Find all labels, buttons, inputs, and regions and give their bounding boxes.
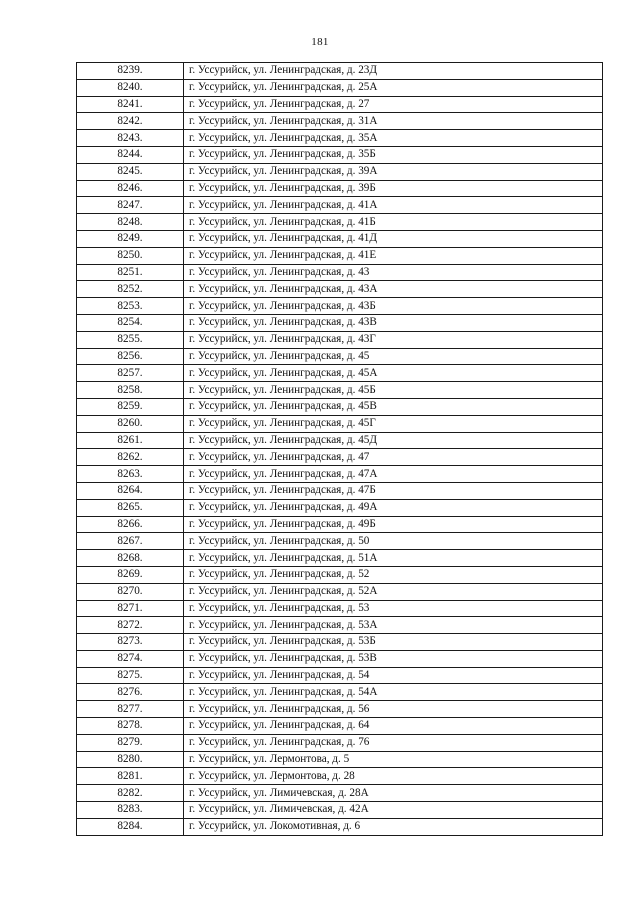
row-number-cell: 8260. [77, 415, 184, 432]
table-row [77, 566, 603, 583]
address-cell: г. Уссурийск, ул. Ленинградская, д. 25А [184, 79, 603, 96]
table-row [77, 432, 603, 449]
table-row [77, 499, 603, 516]
table-row [77, 466, 603, 483]
table-row [77, 365, 603, 382]
row-number-cell: 8282. [77, 785, 184, 802]
table-row [77, 130, 603, 147]
address-table-body [77, 63, 603, 836]
table-row [77, 751, 603, 768]
address-cell: г. Уссурийск, ул. Ленинградская, д. 52А [184, 583, 603, 600]
table-row [77, 96, 603, 113]
address-cell: г. Уссурийск, ул. Ленинградская, д. 45Г [184, 415, 603, 432]
table-row [77, 197, 603, 214]
row-number-cell: 8251. [77, 264, 184, 281]
row-number-cell: 8284. [77, 818, 184, 835]
address-cell: г. Уссурийск, ул. Ленинградская, д. 41А [184, 197, 603, 214]
row-number-cell: 8264. [77, 482, 184, 499]
row-number-cell: 8277. [77, 701, 184, 718]
table-row [77, 298, 603, 315]
row-number-cell: 8243. [77, 130, 184, 147]
row-number-cell: 8281. [77, 768, 184, 785]
row-number-cell: 8241. [77, 96, 184, 113]
address-cell: г. Уссурийск, ул. Ленинградская, д. 47А [184, 466, 603, 483]
row-number-cell: 8258. [77, 382, 184, 399]
table-row [77, 768, 603, 785]
row-number-cell: 8244. [77, 146, 184, 163]
table-row [77, 617, 603, 634]
address-cell: г. Уссурийск, ул. Ленинградская, д. 43 [184, 264, 603, 281]
address-cell: г. Уссурийск, ул. Ленинградская, д. 76 [184, 734, 603, 751]
address-cell: г. Уссурийск, ул. Ленинградская, д. 41Б [184, 214, 603, 231]
address-cell: г. Уссурийск, ул. Ленинградская, д. 64 [184, 718, 603, 735]
table-row [77, 214, 603, 231]
table-row [77, 79, 603, 96]
table-row [77, 146, 603, 163]
row-number-cell: 8247. [77, 197, 184, 214]
table-row [77, 415, 603, 432]
row-number-cell: 8253. [77, 298, 184, 315]
address-cell: г. Уссурийск, ул. Лермонтова, д. 28 [184, 768, 603, 785]
address-cell: г. Уссурийск, ул. Ленинградская, д. 47 [184, 449, 603, 466]
table-row [77, 667, 603, 684]
table-row [77, 382, 603, 399]
address-cell: г. Уссурийск, ул. Ленинградская, д. 56 [184, 701, 603, 718]
row-number-cell: 8252. [77, 281, 184, 298]
address-cell: г. Уссурийск, ул. Ленинградская, д. 50 [184, 533, 603, 550]
table-row [77, 63, 603, 80]
table-row [77, 163, 603, 180]
address-cell: г. Уссурийск, ул. Ленинградская, д. 45Б [184, 382, 603, 399]
table-row [77, 583, 603, 600]
row-number-cell: 8275. [77, 667, 184, 684]
row-number-cell: 8272. [77, 617, 184, 634]
address-cell: г. Уссурийск, ул. Лимичевская, д. 28А [184, 785, 603, 802]
table-row [77, 247, 603, 264]
row-number-cell: 8276. [77, 684, 184, 701]
row-number-cell: 8268. [77, 550, 184, 567]
address-cell: г. Уссурийск, ул. Ленинградская, д. 41Е [184, 247, 603, 264]
table-row [77, 314, 603, 331]
address-cell: г. Уссурийск, ул. Ленинградская, д. 43В [184, 314, 603, 331]
address-cell: г. Уссурийск, ул. Ленинградская, д. 45 [184, 348, 603, 365]
address-cell: г. Уссурийск, ул. Ленинградская, д. 27 [184, 96, 603, 113]
address-cell: г. Уссурийск, ул. Ленинградская, д. 41Д [184, 230, 603, 247]
row-number-cell: 8283. [77, 802, 184, 819]
row-number-cell: 8254. [77, 314, 184, 331]
address-cell: г. Уссурийск, ул. Ленинградская, д. 54А [184, 684, 603, 701]
address-cell: г. Уссурийск, ул. Ленинградская, д. 39А [184, 163, 603, 180]
table-row [77, 180, 603, 197]
address-cell: г. Уссурийск, ул. Ленинградская, д. 39Б [184, 180, 603, 197]
address-cell: г. Уссурийск, ул. Ленинградская, д. 49Б [184, 516, 603, 533]
address-cell: г. Уссурийск, ул. Ленинградская, д. 52 [184, 566, 603, 583]
address-cell: г. Уссурийск, ул. Ленинградская, д. 47Б [184, 482, 603, 499]
table-row [77, 482, 603, 499]
table-row [77, 600, 603, 617]
row-number-cell: 8240. [77, 79, 184, 96]
address-cell: г. Уссурийск, ул. Ленинградская, д. 45Д [184, 432, 603, 449]
table-row [77, 684, 603, 701]
table-row [77, 533, 603, 550]
table-row [77, 550, 603, 567]
table-row [77, 701, 603, 718]
row-number-cell: 8267. [77, 533, 184, 550]
table-row [77, 718, 603, 735]
address-cell: г. Уссурийск, ул. Ленинградская, д. 54 [184, 667, 603, 684]
row-number-cell: 8263. [77, 466, 184, 483]
address-cell: г. Уссурийск, ул. Ленинградская, д. 51А [184, 550, 603, 567]
row-number-cell: 8250. [77, 247, 184, 264]
row-number-cell: 8248. [77, 214, 184, 231]
row-number-cell: 8256. [77, 348, 184, 365]
address-table [76, 62, 603, 836]
address-cell: г. Уссурийск, ул. Ленинградская, д. 45А [184, 365, 603, 382]
address-cell: г. Уссурийск, ул. Ленинградская, д. 23Д [184, 63, 603, 80]
address-cell: г. Уссурийск, ул. Ленинградская, д. 49А [184, 499, 603, 516]
row-number-cell: 8261. [77, 432, 184, 449]
address-cell: г. Уссурийск, ул. Лермонтова, д. 5 [184, 751, 603, 768]
table-row [77, 281, 603, 298]
address-cell: г. Уссурийск, ул. Ленинградская, д. 53В [184, 650, 603, 667]
address-cell: г. Уссурийск, ул. Ленинградская, д. 31А [184, 113, 603, 130]
table-row [77, 449, 603, 466]
address-cell: г. Уссурийск, ул. Ленинградская, д. 45В [184, 398, 603, 415]
table-row [77, 650, 603, 667]
row-number-cell: 8278. [77, 718, 184, 735]
row-number-cell: 8239. [77, 63, 184, 80]
row-number-cell: 8257. [77, 365, 184, 382]
address-cell: г. Уссурийск, ул. Ленинградская, д. 43Б [184, 298, 603, 315]
row-number-cell: 8259. [77, 398, 184, 415]
row-number-cell: 8262. [77, 449, 184, 466]
address-cell: г. Уссурийск, ул. Ленинградская, д. 53 [184, 600, 603, 617]
row-number-cell: 8246. [77, 180, 184, 197]
table-row [77, 230, 603, 247]
table-row [77, 785, 603, 802]
row-number-cell: 8279. [77, 734, 184, 751]
row-number-cell: 8280. [77, 751, 184, 768]
row-number-cell: 8273. [77, 634, 184, 651]
address-cell: г. Уссурийск, ул. Ленинградская, д. 53А [184, 617, 603, 634]
address-cell: г. Уссурийск, ул. Ленинградская, д. 53Б [184, 634, 603, 651]
table-row [77, 348, 603, 365]
row-number-cell: 8269. [77, 566, 184, 583]
table-row [77, 516, 603, 533]
row-number-cell: 8245. [77, 163, 184, 180]
table-row [77, 818, 603, 835]
table-row [77, 398, 603, 415]
address-cell: г. Уссурийск, ул. Ленинградская, д. 35Б [184, 146, 603, 163]
row-number-cell: 8265. [77, 499, 184, 516]
address-cell: г. Уссурийск, ул. Локомотивная, д. 6 [184, 818, 603, 835]
address-cell: г. Уссурийск, ул. Ленинградская, д. 35А [184, 130, 603, 147]
address-cell: г. Уссурийск, ул. Лимичевская, д. 42А [184, 802, 603, 819]
row-number-cell: 8266. [77, 516, 184, 533]
table-row [77, 113, 603, 130]
row-number-cell: 8271. [77, 600, 184, 617]
table-row [77, 264, 603, 281]
row-number-cell: 8249. [77, 230, 184, 247]
row-number-cell: 8270. [77, 583, 184, 600]
table-row [77, 802, 603, 819]
address-cell: г. Уссурийск, ул. Ленинградская, д. 43А [184, 281, 603, 298]
row-number-cell: 8242. [77, 113, 184, 130]
page-number: 181 [311, 36, 329, 48]
row-number-cell: 8255. [77, 331, 184, 348]
address-cell: г. Уссурийск, ул. Ленинградская, д. 43Г [184, 331, 603, 348]
row-number-cell: 8274. [77, 650, 184, 667]
table-row [77, 734, 603, 751]
table-row [77, 331, 603, 348]
table-row [77, 634, 603, 651]
